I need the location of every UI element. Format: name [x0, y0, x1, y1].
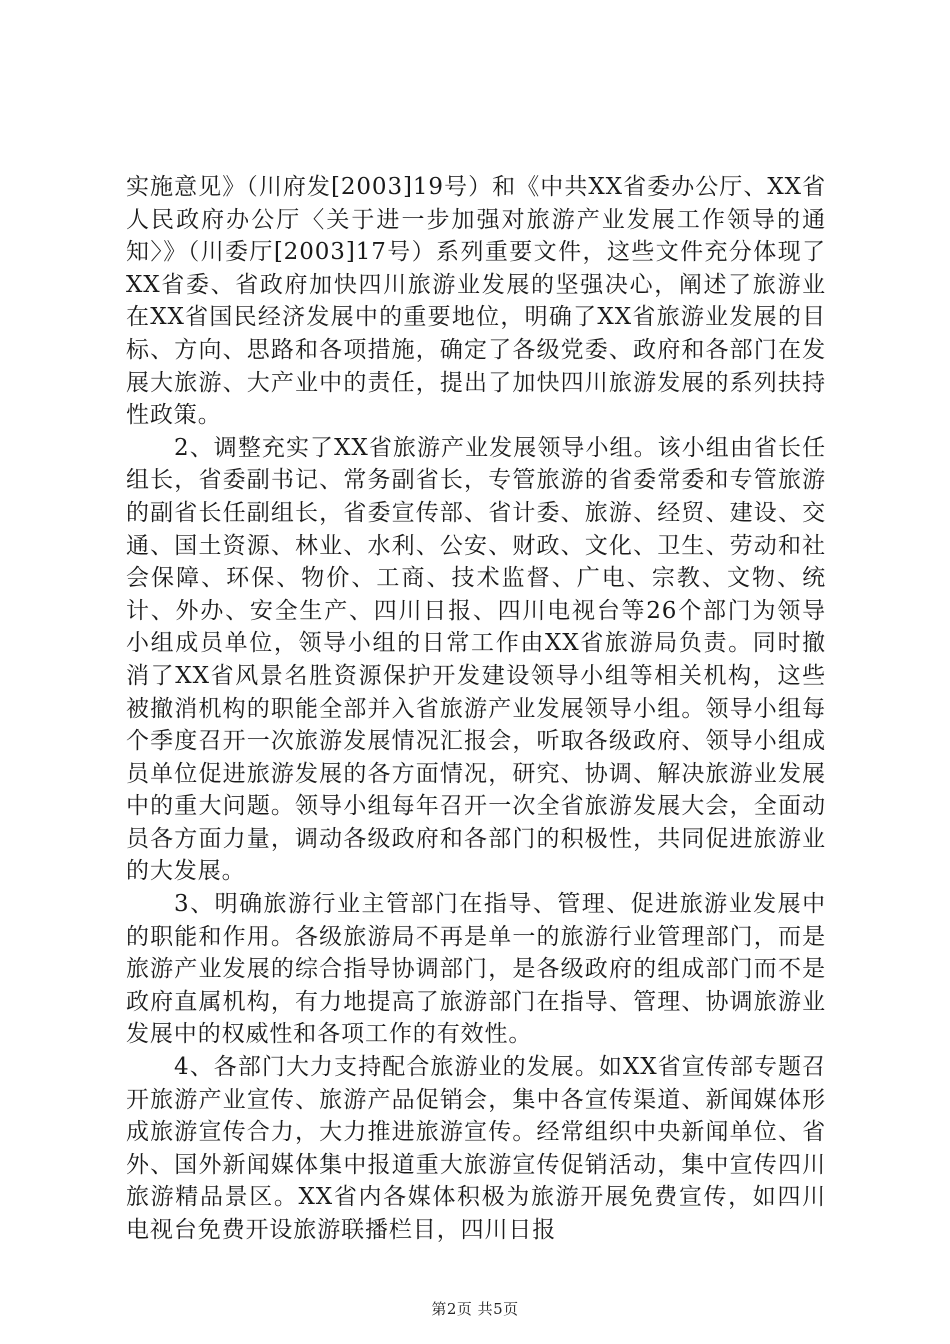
paragraph-department-support: 4、各部门大力支持配合旅游业的发展。如XX省宣传部专题召开旅游产业宣传、旅游产品促销会，集中各宣传渠道、新闻媒体形成旅游宣传合力，大力推进旅游宣传。经常组织中央新闻单位、省外、国外新闻媒体集中报道重大旅游宣传促销活动，集中宣传四川旅游精品景区。XX省内各媒体积极为旅游开展免费宣传，如四川电视台免费开设旅游联播栏目，四川日报	[126, 1054, 826, 1243]
paragraph-continuation: 实施意见》（川府发[2003]19号）和《中共XX省委办公厅、XX省人民政府办公厅〈关于进一步加强对旅游产业发展工作领导的通知〉》（川委厅[2003]17号）系列重要文件，这些文件充分体现了XX省委、省政府加快四川旅游业发展的坚强决心，阐述了旅游业在XX省国民经济发展中的重要地位，明确了XX省旅游业发展的目标、方向、思路和各项措施，确定了各级党委、政府和各部门在发展大旅游、大产业中的责任，提出了加快四川旅游发展的系列扶持性政策。	[126, 174, 826, 429]
page-footer: 第2页 共5页	[431, 1300, 519, 1318]
paragraph-leadership-group: 2、调整充实了XX省旅游产业发展领导小组。该小组由省长任组长，省委副书记、常务副省长，专管旅游的省委常委和专管旅游的副省长任副组长，省委宣传部、省计委、旅游、经贸、建设、交通、国土资源、林业、水利、公安、财政、文化、卫生、劳动和社会保障、环保、物价、工商、技术监督、广电、宗教、文物、统计、外办、安全生产、四川日报、四川电视台等26个部门为领导小组成员单位，领导小组的日常工作由XX省旅游局负责。同时撤消了XX省风景名胜资源保护开发建设领导小组等相关机构，这些被撤消机构的职能全部并入省旅游产业发展领导小组。领导小组每个季度召开一次旅游发展情况汇报会，听取各级政府、领导小组成员单位促进旅游发展的各方面情况，研究、协调、解决旅游业发展中的重大问题。领导小组每年召开一次全省旅游发展大会，全面动员各方面力量，调动各级政府和各部门的积极性，共同促进旅游业的大发展。	[126, 434, 826, 885]
document-body	[126, 171, 826, 1247]
paragraph-tourism-authority: 3、明确旅游行业主管部门在指导、管理、促进旅游业发展中的职能和作用。各级旅游局不再是单一的旅游行业管理部门，而是旅游产业发展的综合指导协调部门，是各级政府的组成部门而不是政府直属机构，有力地提高了旅游部门在指导、管理、协调旅游业发展中的权威性和各项工作的有效性。	[126, 891, 826, 1048]
